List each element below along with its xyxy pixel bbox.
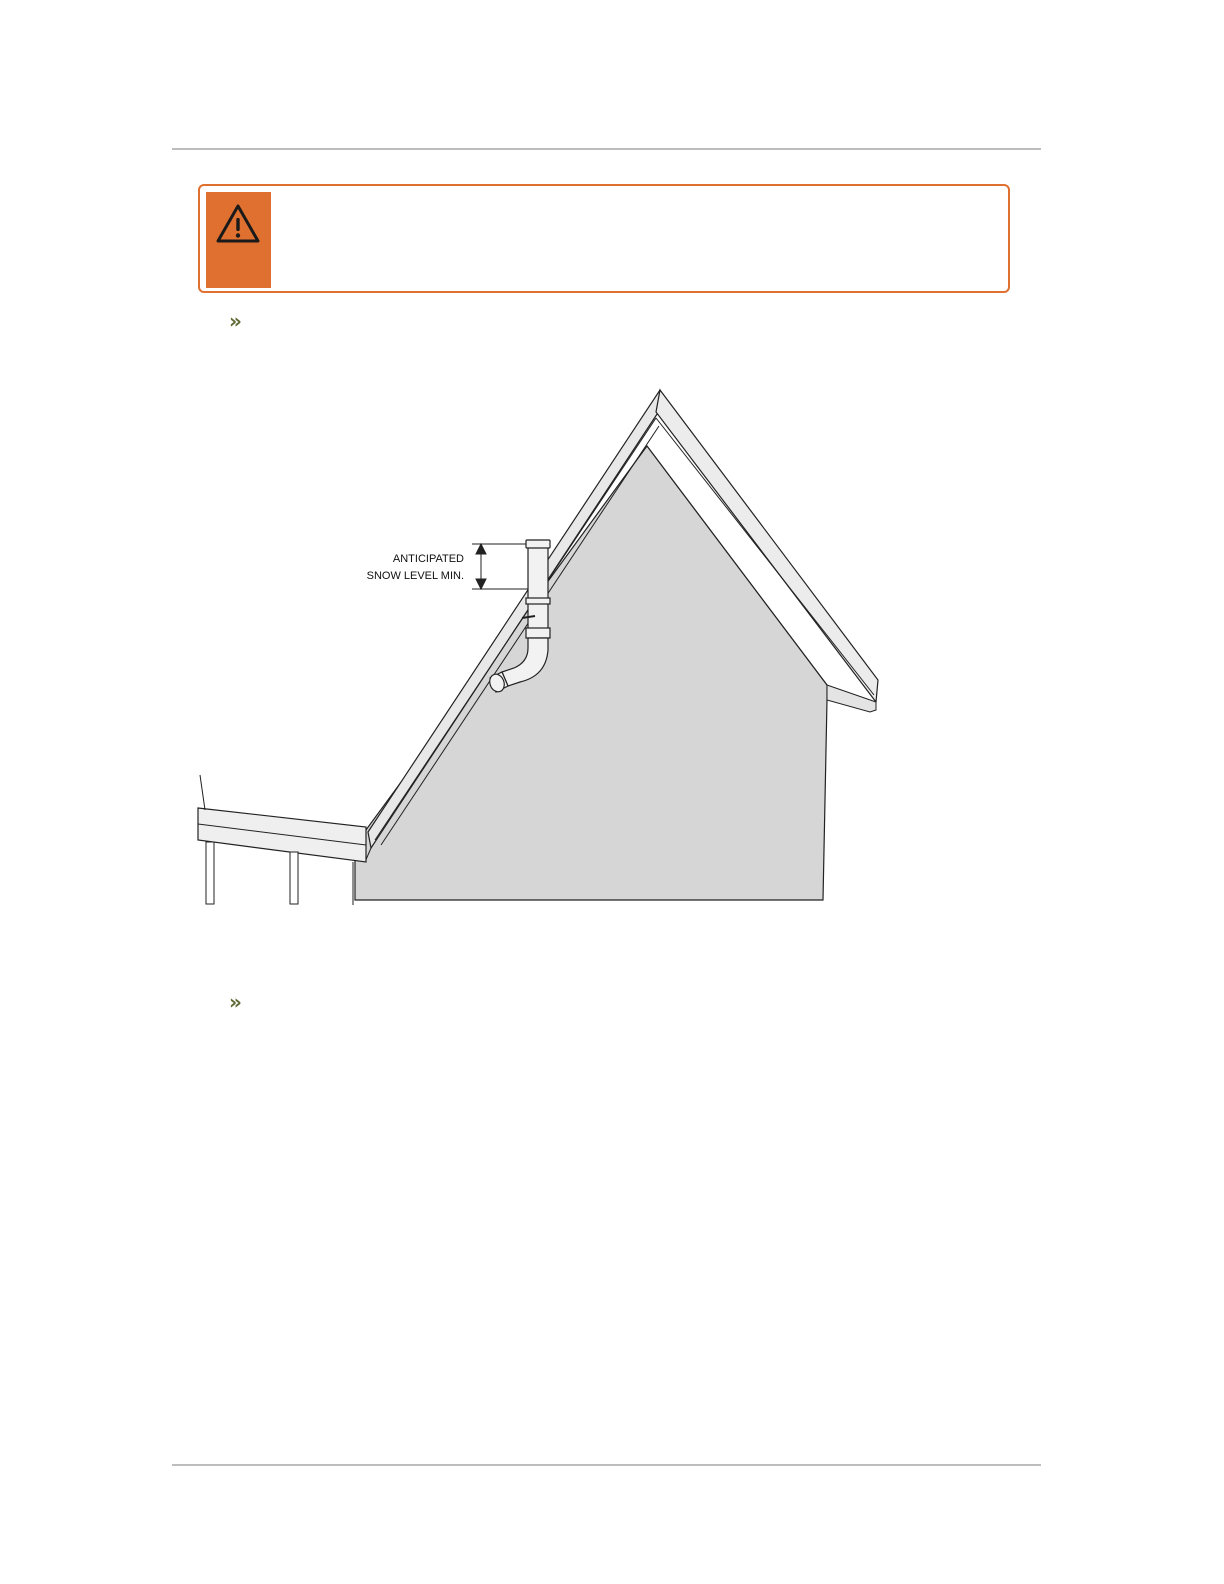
- warning-badge: [206, 192, 271, 288]
- footer-rule: [172, 1464, 1041, 1466]
- snow-level-dimension: [472, 544, 528, 589]
- warning-callout: [198, 184, 1010, 293]
- snow-level-label-line1: ANTICIPATED: [392, 553, 464, 565]
- porch-post: [206, 842, 214, 904]
- snow-level-label-line2: SNOW LEVEL MIN.: [366, 570, 464, 582]
- warning-triangle-icon: [215, 202, 261, 246]
- house-illustration: [190, 380, 890, 905]
- bullet-marker: »: [229, 309, 242, 333]
- header-rule: [172, 148, 1041, 150]
- bullet-marker: »: [229, 990, 242, 1014]
- vent-termination-figure: [190, 380, 890, 905]
- porch-post: [290, 852, 298, 904]
